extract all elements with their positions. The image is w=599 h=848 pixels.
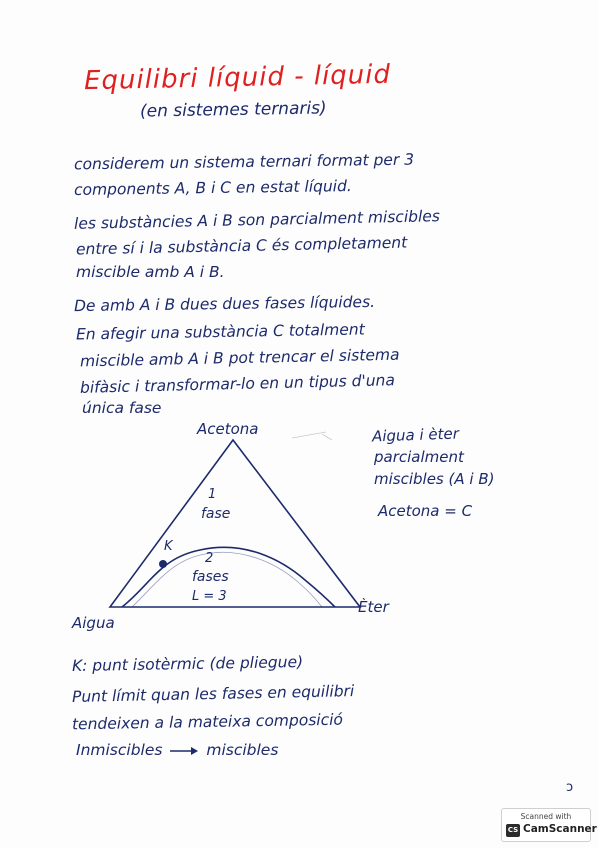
side-note-line-3: miscibles (A i B) bbox=[374, 470, 495, 488]
bottom-note-immiscible: Inmiscibles bbox=[76, 741, 163, 759]
vertex-label-aigua: Aigua bbox=[72, 614, 115, 632]
paragraph-3-line-2: En afegir una substància C totalment bbox=[75, 320, 365, 344]
paragraph-3-line-1: De amb A i B dues dues fases líquides. bbox=[73, 292, 376, 316]
vertex-label-acetona: Acetona bbox=[197, 420, 259, 438]
arrow-right-icon bbox=[169, 745, 199, 757]
region-one-phase-label: fase bbox=[201, 506, 231, 522]
region-two-phase-l: L = 3 bbox=[192, 589, 227, 604]
page-title: Equilibri líquid - líquid bbox=[83, 59, 392, 97]
corner-mark: ↄ bbox=[566, 780, 574, 795]
region-one-phase-number: 1 bbox=[208, 487, 217, 502]
paragraph-2-line-2: entre sí i la substància C és completament bbox=[75, 233, 408, 259]
side-note-line-4: Acetona = C bbox=[378, 502, 473, 520]
point-label-k: K bbox=[164, 539, 173, 554]
region-two-phase-number: 2 bbox=[205, 551, 214, 566]
camscanner-logo-icon: CS bbox=[506, 824, 520, 837]
bottom-note-line-4 bbox=[76, 740, 278, 760]
watermark-caption: Scanned with bbox=[520, 812, 572, 821]
paragraph-2-line-3: miscible amb A i B. bbox=[76, 263, 225, 281]
paragraph-3-line-4: bifàsic i transformar-lo en un tipus d'una bbox=[79, 371, 396, 397]
ternary-diagram bbox=[60, 410, 420, 640]
paragraph-3-line-5: única fase bbox=[82, 399, 162, 417]
paragraph-1-line-1: considerem un sistema ternari format per 3 bbox=[73, 150, 415, 174]
plait-point-k bbox=[159, 560, 167, 568]
paragraph-2-line-1: les substàncies A i B son parcialment miscibles bbox=[73, 207, 441, 233]
bottom-note-line-2: Punt límit quan les fases en equilibri bbox=[71, 682, 355, 706]
bottom-note-miscible: miscibles bbox=[206, 741, 279, 759]
pointer-stroke-2 bbox=[322, 434, 332, 440]
camscanner-watermark bbox=[501, 808, 597, 842]
bottom-note-line-1: K: punt isotèrmic (de pliegue) bbox=[71, 652, 304, 676]
region-two-phase-label: fases bbox=[192, 569, 229, 585]
paragraph-1-line-2: components A, B i C en estat líquid. bbox=[73, 177, 352, 199]
side-note-line-1: Aigua i èter bbox=[371, 424, 460, 446]
pointer-stroke bbox=[292, 432, 326, 438]
page-subtitle: (en sistemes ternaris) bbox=[139, 98, 327, 122]
bottom-note-line-3: tendeixen a la mateixa composició bbox=[71, 710, 344, 734]
side-note-line-2: parcialment bbox=[374, 448, 464, 466]
vertex-label-eter: Èter bbox=[358, 598, 389, 616]
paragraph-3-line-3: miscible amb A i B pot trencar el sistema bbox=[79, 345, 400, 371]
watermark-brand: CamScanner bbox=[523, 823, 597, 835]
